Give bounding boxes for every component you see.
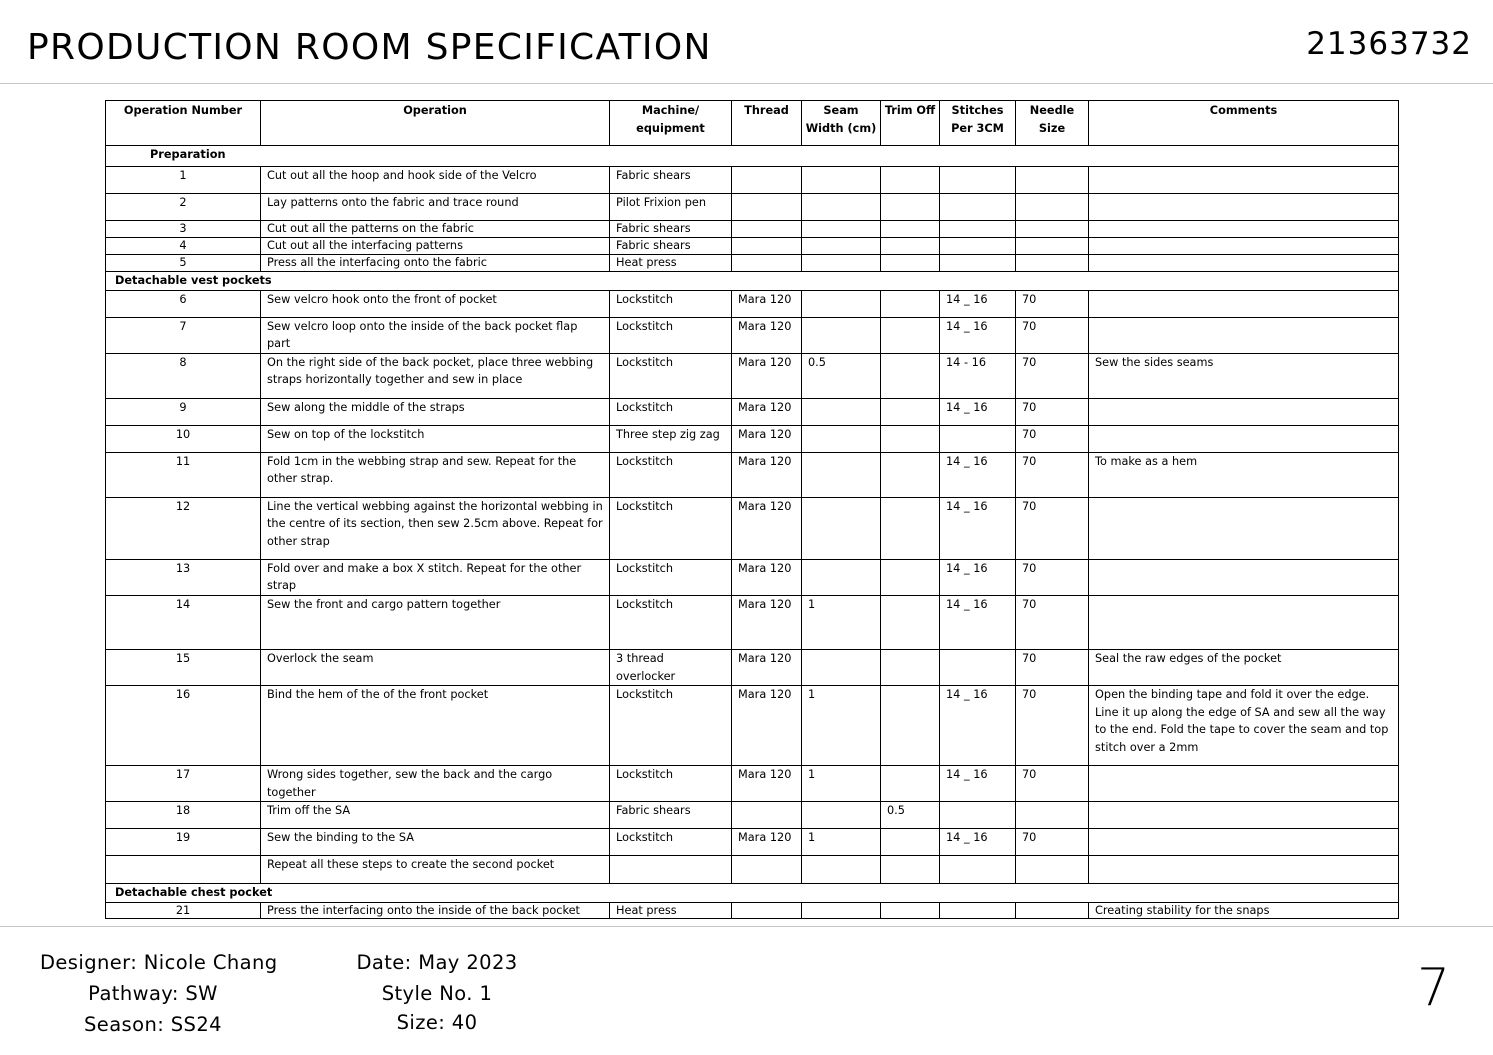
operation-number-cell: 13 <box>106 559 261 595</box>
section-row <box>106 146 1399 167</box>
comments-cell <box>1089 425 1399 452</box>
trim-off-cell <box>881 353 940 398</box>
seam-width-cell <box>802 649 881 685</box>
comments-cell <box>1089 255 1399 272</box>
needle-size-cell: 70 <box>1016 290 1089 317</box>
stitches-cell <box>940 902 1016 918</box>
thread-cell: Mara 120 <box>732 290 802 317</box>
thread-cell <box>732 221 802 238</box>
needle-size-cell: 70 <box>1016 559 1089 595</box>
machine-cell: Fabric shears <box>610 802 732 829</box>
machine-cell: Lockstitch <box>610 398 732 425</box>
specification-table <box>105 100 1399 919</box>
operation-cell: Trim off the SA <box>261 802 610 829</box>
needle-size-cell <box>1016 167 1089 194</box>
stitches-cell <box>940 194 1016 221</box>
date-label: Date: May 2023 <box>356 951 518 974</box>
operation-number-cell: 15 <box>106 649 261 685</box>
operation-cell: Sew the binding to the SA <box>261 829 610 856</box>
comments-cell <box>1089 238 1399 255</box>
comments-cell <box>1089 194 1399 221</box>
season-label: Season: SS24 <box>84 1013 222 1036</box>
seam-width-cell <box>802 425 881 452</box>
operation-cell: Sew velcro loop onto the inside of the back pocket flap part <box>261 317 610 353</box>
operation-number-cell: 14 <box>106 595 261 649</box>
column-header-needle-size: Needle Size <box>1016 101 1089 146</box>
comments-cell: To make as a hem <box>1089 452 1399 497</box>
designer-label: Designer: Nicole Chang <box>40 951 278 974</box>
thread-cell <box>732 902 802 918</box>
seam-width-cell <box>802 559 881 595</box>
table-row <box>106 559 1399 595</box>
thread-cell <box>732 167 802 194</box>
needle-size-cell <box>1016 221 1089 238</box>
comments-cell: Creating stability for the snaps <box>1089 902 1399 918</box>
seam-width-cell: 1 <box>802 686 881 766</box>
needle-size-cell: 70 <box>1016 425 1089 452</box>
document-number: 21363732 <box>1306 26 1472 62</box>
machine-cell: Heat press <box>610 902 732 918</box>
stitches-cell: 14 _ 16 <box>940 452 1016 497</box>
stitches-cell: 14 _ 16 <box>940 398 1016 425</box>
thread-cell: Mara 120 <box>732 353 802 398</box>
needle-size-cell <box>1016 238 1089 255</box>
operation-cell: Repeat all these steps to create the second pocket <box>261 856 610 884</box>
stitches-cell: 14 _ 16 <box>940 559 1016 595</box>
table-row <box>106 452 1399 497</box>
style-number-label: Style No. 1 <box>381 982 493 1005</box>
machine-cell: Heat press <box>610 255 732 272</box>
thread-cell: Mara 120 <box>732 686 802 766</box>
thread-cell: Mara 120 <box>732 559 802 595</box>
operation-number-cell: 10 <box>106 425 261 452</box>
thread-cell: Mara 120 <box>732 398 802 425</box>
needle-size-cell <box>1016 856 1089 884</box>
machine-cell: Lockstitch <box>610 317 732 353</box>
seam-width-cell <box>802 167 881 194</box>
stitches-cell <box>940 167 1016 194</box>
section-title: Detachable vest pockets <box>106 272 1399 291</box>
table-row <box>106 353 1399 398</box>
seam-width-cell <box>802 802 881 829</box>
seam-width-cell <box>802 221 881 238</box>
operation-cell: Press the interfacing onto the inside of the back pocket <box>261 902 610 918</box>
stitches-cell <box>940 221 1016 238</box>
table-row <box>106 497 1399 559</box>
needle-size-cell <box>1016 902 1089 918</box>
operation-cell: On the right side of the back pocket, place three webbing straps horizontally together and sew in place <box>261 353 610 398</box>
operation-number-cell: 5 <box>106 255 261 272</box>
needle-size-cell: 70 <box>1016 452 1089 497</box>
machine-cell: Lockstitch <box>610 766 732 802</box>
table-row <box>106 290 1399 317</box>
thread-cell: Mara 120 <box>732 452 802 497</box>
machine-cell: Lockstitch <box>610 829 732 856</box>
thread-cell: Mara 120 <box>732 317 802 353</box>
comments-cell <box>1089 398 1399 425</box>
trim-off-cell <box>881 317 940 353</box>
comments-cell: Sew the sides seams <box>1089 353 1399 398</box>
operation-number-cell: 7 <box>106 317 261 353</box>
table-row <box>106 425 1399 452</box>
seam-width-cell: 1 <box>802 595 881 649</box>
machine-cell: Fabric shears <box>610 221 732 238</box>
trim-off-cell <box>881 167 940 194</box>
comments-cell <box>1089 497 1399 559</box>
operation-number-cell: 18 <box>106 802 261 829</box>
size-label: Size: 40 <box>396 1011 478 1034</box>
machine-cell: Lockstitch <box>610 353 732 398</box>
machine-cell: Lockstitch <box>610 497 732 559</box>
operation-number-cell: 12 <box>106 497 261 559</box>
needle-size-cell: 70 <box>1016 766 1089 802</box>
operation-number-cell: 1 <box>106 167 261 194</box>
thread-cell <box>732 194 802 221</box>
trim-off-cell <box>881 559 940 595</box>
footer-divider <box>0 926 1493 927</box>
operation-cell: Sew the front and cargo pattern together <box>261 595 610 649</box>
machine-cell: Lockstitch <box>610 686 732 766</box>
thread-cell <box>732 856 802 884</box>
column-header-trim-off: Trim Off <box>881 101 940 146</box>
machine-cell: Lockstitch <box>610 559 732 595</box>
section-row <box>106 884 1399 903</box>
thread-cell: Mara 120 <box>732 766 802 802</box>
thread-cell: Mara 120 <box>732 425 802 452</box>
table-row <box>106 766 1399 802</box>
operation-cell: Sew on top of the lockstitch <box>261 425 610 452</box>
stitches-cell: 14 _ 16 <box>940 595 1016 649</box>
machine-cell <box>610 856 732 884</box>
operation-number-cell: 17 <box>106 766 261 802</box>
machine-cell: Three step zig zag <box>610 425 732 452</box>
stitches-cell: 14 _ 16 <box>940 317 1016 353</box>
stitches-cell: 14 _ 16 <box>940 497 1016 559</box>
column-header-seam-width: Seam Width (cm) <box>802 101 881 146</box>
stitches-cell <box>940 255 1016 272</box>
operation-cell: Press all the interfacing onto the fabric <box>261 255 610 272</box>
trim-off-cell <box>881 425 940 452</box>
operation-number-cell: 8 <box>106 353 261 398</box>
comments-cell: Open the binding tape and fold it over the edge. Line it up along the edge of SA and sew all the way to the end. Fold the tape to cover the seam and top stitch over a 2mm <box>1089 686 1399 766</box>
thread-cell <box>732 802 802 829</box>
operation-number-cell: 3 <box>106 221 261 238</box>
trim-off-cell <box>881 649 940 685</box>
operation-cell: Bind the hem of the of the front pocket <box>261 686 610 766</box>
section-title: Preparation <box>106 146 1399 167</box>
trim-off-cell <box>881 452 940 497</box>
needle-size-cell: 70 <box>1016 497 1089 559</box>
machine-cell: Fabric shears <box>610 238 732 255</box>
footer-style-info <box>350 947 524 1036</box>
table-row <box>106 167 1399 194</box>
column-header-operation: Operation <box>261 101 610 146</box>
pathway-label: Pathway: SW <box>88 982 218 1005</box>
trim-off-cell <box>881 856 940 884</box>
machine-cell: 3 thread overlocker <box>610 649 732 685</box>
operation-cell: Fold over and make a box X stitch. Repeat for the other strap <box>261 559 610 595</box>
trim-off-cell <box>881 221 940 238</box>
stitches-cell: 14 _ 16 <box>940 829 1016 856</box>
column-header-comments: Comments <box>1089 101 1399 146</box>
seam-width-cell <box>802 902 881 918</box>
seam-width-cell: 1 <box>802 766 881 802</box>
machine-cell: Fabric shears <box>610 167 732 194</box>
trim-off-cell <box>881 497 940 559</box>
needle-size-cell: 70 <box>1016 353 1089 398</box>
table-row <box>106 856 1399 884</box>
trim-off-cell <box>881 902 940 918</box>
operation-cell: Sew velcro hook onto the front of pocket <box>261 290 610 317</box>
footer-designer-info <box>40 947 278 1040</box>
operation-cell: Overlock the seam <box>261 649 610 685</box>
table-row <box>106 238 1399 255</box>
page-number: 7 <box>1417 958 1451 1018</box>
needle-size-cell <box>1016 194 1089 221</box>
thread-cell: Mara 120 <box>732 595 802 649</box>
thread-cell: Mara 120 <box>732 497 802 559</box>
trim-off-cell <box>881 595 940 649</box>
stitches-cell <box>940 238 1016 255</box>
seam-width-cell <box>802 398 881 425</box>
trim-off-cell <box>881 829 940 856</box>
table-header-row <box>106 101 1399 146</box>
comments-cell <box>1089 221 1399 238</box>
table-row <box>106 317 1399 353</box>
operation-cell: Lay patterns onto the fabric and trace round <box>261 194 610 221</box>
header-divider <box>0 83 1493 84</box>
operation-cell: Sew along the middle of the straps <box>261 398 610 425</box>
comments-cell: Seal the raw edges of the pocket <box>1089 649 1399 685</box>
section-row <box>106 272 1399 291</box>
seam-width-cell <box>802 194 881 221</box>
seam-width-cell <box>802 497 881 559</box>
machine-cell: Lockstitch <box>610 290 732 317</box>
comments-cell <box>1089 290 1399 317</box>
operation-cell: Line the vertical webbing against the horizontal webbing in the centre of its section, then sew 2.5cm above. Repeat for other strap <box>261 497 610 559</box>
needle-size-cell: 70 <box>1016 649 1089 685</box>
trim-off-cell <box>881 194 940 221</box>
needle-size-cell: 70 <box>1016 829 1089 856</box>
seam-width-cell <box>802 290 881 317</box>
stitches-cell <box>940 425 1016 452</box>
column-header-thread: Thread <box>732 101 802 146</box>
needle-size-cell <box>1016 802 1089 829</box>
stitches-cell: 14 _ 16 <box>940 766 1016 802</box>
machine-cell: Pilot Frixion pen <box>610 194 732 221</box>
comments-cell <box>1089 856 1399 884</box>
operation-cell: Cut out all the hoop and hook side of the Velcro <box>261 167 610 194</box>
trim-off-cell: 0.5 <box>881 802 940 829</box>
comments-cell <box>1089 829 1399 856</box>
seam-width-cell <box>802 452 881 497</box>
operation-cell: Fold 1cm in the webbing strap and sew. Repeat for the other strap. <box>261 452 610 497</box>
trim-off-cell <box>881 255 940 272</box>
seam-width-cell <box>802 238 881 255</box>
needle-size-cell: 70 <box>1016 686 1089 766</box>
table-row <box>106 902 1399 918</box>
operation-number-cell: 19 <box>106 829 261 856</box>
thread-cell: Mara 120 <box>732 829 802 856</box>
trim-off-cell <box>881 766 940 802</box>
table-row <box>106 194 1399 221</box>
trim-off-cell <box>881 398 940 425</box>
stitches-cell: 14 _ 16 <box>940 686 1016 766</box>
seam-width-cell <box>802 317 881 353</box>
machine-cell: Lockstitch <box>610 595 732 649</box>
needle-size-cell: 70 <box>1016 398 1089 425</box>
page-title: PRODUCTION ROOM SPECIFICATION <box>27 27 712 68</box>
operation-cell: Wrong sides together, sew the back and the cargo together <box>261 766 610 802</box>
table-row <box>106 686 1399 766</box>
stitches-cell <box>940 802 1016 829</box>
column-header-machine: Machine/ equipment <box>610 101 732 146</box>
column-header-operation-number: Operation Number <box>106 101 261 146</box>
seam-width-cell <box>802 856 881 884</box>
needle-size-cell <box>1016 255 1089 272</box>
operation-number-cell: 11 <box>106 452 261 497</box>
table-row <box>106 829 1399 856</box>
seam-width-cell: 0.5 <box>802 353 881 398</box>
seam-width-cell: 1 <box>802 829 881 856</box>
trim-off-cell <box>881 238 940 255</box>
machine-cell: Lockstitch <box>610 452 732 497</box>
operation-cell: Cut out all the interfacing patterns <box>261 238 610 255</box>
comments-cell <box>1089 317 1399 353</box>
needle-size-cell: 70 <box>1016 317 1089 353</box>
seam-width-cell <box>802 255 881 272</box>
section-title: Detachable chest pocket <box>106 884 1399 903</box>
comments-cell <box>1089 595 1399 649</box>
trim-off-cell <box>881 686 940 766</box>
comments-cell <box>1089 559 1399 595</box>
comments-cell <box>1089 766 1399 802</box>
operation-number-cell <box>106 856 261 884</box>
stitches-cell: 14 - 16 <box>940 353 1016 398</box>
stitches-cell: 14 _ 16 <box>940 290 1016 317</box>
table-row <box>106 595 1399 649</box>
operation-number-cell: 21 <box>106 902 261 918</box>
comments-cell <box>1089 167 1399 194</box>
stitches-cell <box>940 856 1016 884</box>
comments-cell <box>1089 802 1399 829</box>
thread-cell <box>732 255 802 272</box>
trim-off-cell <box>881 290 940 317</box>
table-row <box>106 255 1399 272</box>
operation-number-cell: 6 <box>106 290 261 317</box>
operation-number-cell: 4 <box>106 238 261 255</box>
operation-cell: Cut out all the patterns on the fabric <box>261 221 610 238</box>
table-row <box>106 649 1399 685</box>
stitches-cell <box>940 649 1016 685</box>
table-row <box>106 398 1399 425</box>
operation-number-cell: 9 <box>106 398 261 425</box>
column-header-stitches: Stitches Per 3CM <box>940 101 1016 146</box>
thread-cell: Mara 120 <box>732 649 802 685</box>
table-row <box>106 221 1399 238</box>
thread-cell <box>732 238 802 255</box>
operation-number-cell: 16 <box>106 686 261 766</box>
needle-size-cell: 70 <box>1016 595 1089 649</box>
table-row <box>106 802 1399 829</box>
operation-number-cell: 2 <box>106 194 261 221</box>
